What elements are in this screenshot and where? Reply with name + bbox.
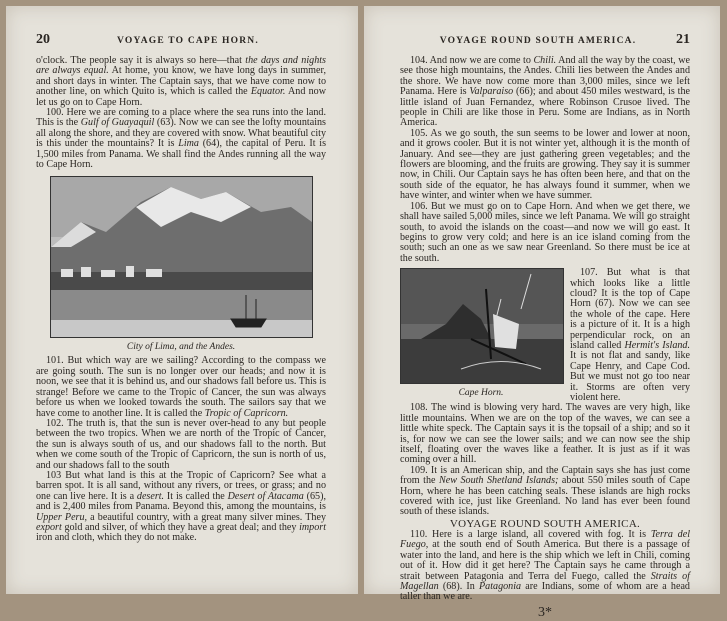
italic-text: export: [36, 521, 62, 533]
text-run: 104. And now we are come to: [410, 55, 534, 66]
italic-text: Straits of Magellan: [400, 570, 690, 592]
page-number: 21: [676, 32, 690, 47]
italic-text: Chili.: [533, 55, 557, 66]
text-run: (66); and about 450 miles westward, is the little island of Juan Fernandez, where Robinson Crusoe lived. The people in Chili are like those in Peru. Some are Indians, as in North America.: [400, 86, 690, 129]
right-page: [364, 6, 720, 620]
lima-andes-illustration: [50, 176, 313, 338]
text-run: gold and silver, of which they have a great deal; and they: [61, 521, 300, 533]
italic-text: Upper Peru,: [36, 511, 88, 523]
italic-text: Valparaiso: [469, 86, 514, 98]
paragraph: [400, 202, 690, 264]
text-run: 106. But we must go on to Cape Horn. And when we get there, we shall have sailed 5,000 miles, since we left Panama. We will go straight south, to avoid the islands on the coast—and now we will go east. It begins to grow very cold; and here is an ice island coming from the south; such an one as we saw near Greenland. So there must be ice at the south.: [400, 200, 690, 264]
text-run: 110. Here is a large island, all covered with fog. It is: [410, 528, 651, 540]
text-run: (63). Now we can see the lofty mountains all along the shore, and they are covered with snow. What beautiful city is this under the mountains? It is: [36, 117, 326, 150]
text-run: 109. It is an American ship, and the Captain says she has just come from the: [400, 464, 690, 487]
italic-text: New South Shetland Islands;: [439, 475, 559, 487]
text-run: about 550 miles south of Cape Horn, where he has been catching seals. These islands are high rocks covered with ice, just like Greenland. No land has ever been found south of these islands.: [400, 475, 691, 518]
italic-text: Lima: [178, 138, 199, 150]
italic-text: Gulf of Guayaquil: [80, 117, 155, 129]
text-run: And all the way by the coast, we see those high mountains, the Andes. Chili lies between the Andes and the shore. We have now come more than 3,000 miles, since we left Panama. Here is: [400, 55, 690, 98]
text-run: And now let us go on to Cape Horn.: [36, 86, 326, 108]
page-header: [400, 32, 690, 56]
text-run: 103 But what land is this at the Tropic of Capricorn? See what a barren spot. It is all sand, without any rivers, or trees, or grass; and no one can live here. It is a: [36, 469, 326, 502]
running-title: VOYAGE TO CAPE HORN.: [117, 36, 259, 46]
text-run: At home, you know, we have long days in summer, and short days in winter. The Captain says, that we have come now to another line, on which Quito is, which is called the: [36, 65, 326, 98]
italic-text: Equator.: [250, 86, 286, 98]
italic-text: Terra del Fuego,: [400, 528, 690, 551]
running-title: VOYAGE ROUND SOUTH AMERICA.: [439, 36, 637, 46]
cape-horn-illustration: [400, 268, 564, 384]
text-run: (65), and is 2,400 miles from Panama. Beyond this, among the mountains, is: [36, 490, 326, 513]
text-run: 107. But what is that which looks like a little cloud? It is the top of Cape Horn (67). Now we can see the whole of the cape. Here is a picture of it. It is a high perpendicular rock, on an island called: [570, 267, 690, 351]
text-run: (64), the capital of Peru. It is 1,500 miles from Panama. We shall find the Andes running all the way to Cape Horn.: [36, 138, 326, 171]
italic-text: import: [299, 521, 326, 533]
italic-text: Tropic of Capricorn.: [204, 407, 289, 419]
paragraph: [400, 129, 690, 202]
text-run: iron and cloth, which they do not make.: [36, 532, 197, 544]
signature-mark: 3*: [538, 604, 552, 620]
paragraph: [36, 419, 326, 471]
text-run: 108. The wind is blowing very hard. The waves are very high, like little mountains. When we are on the top of the waves, we can see a little white speck. The Captain says it is the topsail of a ship; and so it is, for now we can see the lower sails; and we can now see the ship itself, floating over the waves like a feather. It is just as if it was coming over a hill.: [400, 402, 690, 466]
text-run: It is not flat and sandy, like Cape Henry, and Cape Cod. But we must not go too near it. Storms are often very violent here.: [570, 350, 690, 403]
paragraph: [400, 56, 690, 129]
text-run: It is called the: [164, 490, 228, 502]
text-run: (68). In: [438, 580, 480, 592]
page-number: 20: [36, 32, 50, 47]
left-page: [6, 6, 358, 594]
italic-text: Desert of Atacama: [227, 490, 304, 502]
text-run: 100. Here we are coming to a place where the sea runs into the land. This is the: [36, 107, 326, 129]
text-block: [400, 56, 690, 603]
lima-figure: [50, 176, 311, 338]
paragraph: [36, 356, 326, 418]
text-run: are Indians, some of whom are a head taller than we are.: [400, 580, 690, 603]
paragraph: [400, 403, 690, 465]
text-run: a beautiful country, with a great many silver mines. They: [87, 511, 326, 523]
cape-horn-figure: [400, 268, 566, 402]
text-run: 101. But which way are we sailing? According to the compass we are going south. The sun is no longer over our heads; and now it is noon, we see that it is behind us, and our shadows fall before us. This is strange! Before we came to the Tropic of Cancer, the sun was always before us when we looked towards the south. The sailors say that we have come to another line. It is called the: [36, 355, 326, 419]
illustration-caption: Cape Horn.: [458, 388, 504, 399]
text-run: 102. The truth is, that the sun is never over-head to any but people between the two tropics. When we are north of the Tropic of Cancer, the sun is always south of us, and our shadows fall to the north. But when we come south of the Tropic of Capricorn, the sun is north of us, and our shadows fall to the south: [36, 417, 326, 471]
section-heading: VOYAGE ROUND SOUTH AMERICA.: [449, 517, 641, 530]
illustration-caption: City of Lima, and the Andes.: [126, 342, 236, 353]
page-header: [36, 32, 326, 56]
italic-text: the days and nights are always equal.: [36, 55, 326, 77]
paragraph: [400, 466, 690, 518]
italic-text: desert.: [136, 490, 165, 502]
paragraph: [36, 108, 326, 170]
italic-text: Patagonia: [479, 580, 522, 592]
paragraph: [36, 56, 326, 108]
text-run: o'clock. The people say it is always so here—that: [36, 55, 246, 66]
text-block-bottom: [36, 356, 326, 543]
text-block-top: [36, 56, 326, 170]
paragraph: [400, 530, 690, 603]
paragraph: [36, 471, 326, 544]
italic-text: Hermit's Island.: [624, 339, 690, 351]
text-run: at the south end of South America. But there is a passage of water into the land, and here is the ship which we left in Chili, coming out of it. How did it get here? The Captain says he came through a strait between Patagonia and Terra del Fuego, called the: [400, 539, 690, 582]
text-run: 105. As we go south, the sun seems to be lower and lower at noon, and it grows cooler. But it is not winter yet, although it is the month of January. And see—they are just gathering green vegetables; and the flowers are blooming, and the fruits are growing. They say it is summer now, in Chili. Our Captain says he has often been here, and that on the south side of the equator, he has always found it summer, when we have winter, and winter when we have summer.: [400, 127, 690, 202]
